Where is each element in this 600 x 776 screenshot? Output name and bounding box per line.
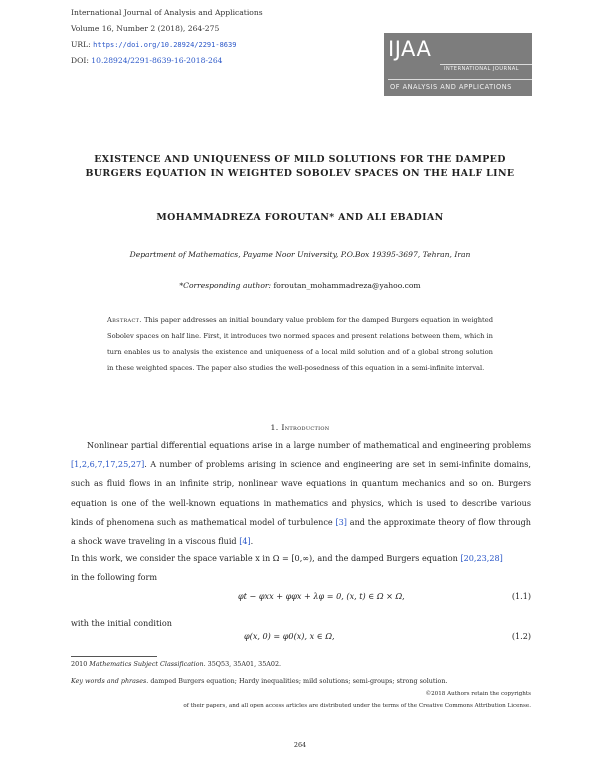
intro-paragraph-2	[71, 549, 531, 587]
corresponding-email[interactable]: foroutan_mohammadreza@yahoo.com	[273, 281, 421, 290]
equation-number-1-1: (1.1)	[511, 591, 531, 601]
keywords-text: damped Burgers equation; Hardy inequalities; mild solutions; semi-groups; strong solution.	[148, 677, 448, 685]
equation-1-2: φ(x, 0) = φ0(x), x ∈ Ω,	[244, 631, 335, 641]
intro-paragraph-1	[71, 436, 531, 551]
corresponding-label: *Corresponding author:	[179, 281, 272, 290]
logo-line2: OF ANALYSIS AND APPLICATIONS	[390, 83, 512, 91]
citation-link[interactable]: [1,2,6,7,17,25,27]	[71, 459, 145, 470]
url-label: URL:	[71, 40, 94, 49]
doi-label: DOI:	[71, 56, 92, 65]
journal-header	[71, 5, 263, 69]
logo-mark: IJAA	[388, 37, 432, 61]
footnote-rule	[71, 656, 157, 657]
equation-number-1-2: (1.2)	[511, 631, 531, 641]
keywords-footnote	[71, 677, 448, 685]
url-link[interactable]: https://doi.org/10.28924/2291-8639	[93, 41, 237, 49]
page-number: 264	[293, 741, 307, 749]
paper-title	[60, 153, 540, 181]
journal-name: International Journal of Analysis and Applications	[71, 8, 263, 17]
journal-url-row	[71, 37, 263, 53]
authors: MOHAMMADREZA FOROUTAN* AND ALI EBADIAN	[156, 212, 444, 223]
p2-text-a: In this work, we consider the space variable x in Ω = [0,∞), and the damped Burgers equation	[71, 553, 461, 563]
p1-text-a: Nonlinear partial differential equations arise in a large number of mathematical and engineering problems	[87, 440, 531, 450]
keywords-label: Key words and phrases.	[71, 677, 149, 685]
msc-label: Mathematics Subject Classification.	[89, 660, 206, 668]
msc-prefix: 2010	[71, 660, 90, 668]
msc-codes: 35Q53, 35A01, 35A02.	[205, 660, 282, 668]
abstract	[107, 312, 493, 376]
journal-doi-row	[71, 53, 263, 69]
logo-divider-bottom	[388, 79, 532, 80]
section-heading: 1. Introduction	[270, 423, 330, 432]
affiliation: Department of Mathematics, Payame Noor University, P.O.Box 19395-3697, Tehran, Iran	[129, 250, 471, 259]
journal-logo	[384, 33, 532, 96]
journal-volume: Volume 16, Number 2 (2018), 264-275	[71, 24, 220, 33]
logo-line1: INTERNATIONAL JOURNAL	[444, 66, 519, 72]
copyright-line-1: ©2018 Authors retain the copyrights	[425, 691, 531, 697]
abstract-text: This paper addresses an initial boundary value problem for the damped Burgers equation in weighted Sobolev spaces on half line. First, it introduces two normed spaces and present relations between them, which in turn enables us to analysis the existence and uniqueness of a local mild solution and of a global strong solution in these weighted spaces. The paper also studies the well-posedness of this equation in a semi-infinite interval.	[107, 316, 493, 372]
citation-link[interactable]: [4]	[239, 536, 251, 547]
equation-1-1: φt − φxx + φφx + λφ = 0, (x, t) ∈ Ω × Ω,	[238, 591, 405, 601]
copyright-line-2: of their papers, and all open access articles are distributed under the terms of the Creative Commons Attribution License.	[183, 703, 531, 709]
logo-divider-top	[440, 64, 532, 65]
p1-text-c: and the approximate theory of flow through a shock wave traveling in a viscous fluid	[71, 516, 532, 547]
title-line-1: EXISTENCE AND UNIQUENESS OF MILD SOLUTIONS FOR THE DAMPED	[94, 154, 506, 165]
abstract-label: Abstract.	[107, 316, 142, 324]
p1-text-d: .	[250, 536, 254, 547]
initial-condition-text: with the initial condition	[71, 618, 172, 628]
citation-link[interactable]: [3]	[335, 516, 347, 527]
title-line-2: BURGERS EQUATION IN WEIGHTED SOBOLEV SPACES ON THE HALF LINE	[85, 168, 515, 179]
p1-text-b: . A number of problems arising in science and engineering are set in semi-infinite domains, such as fluid flows in an infinite strip, nonlinear wave equations in quantum mechanics and so on. Burgers equation is one of the well-known equations in mathematics and physics, which is used to describe various kinds of phenomena such as mathematical model of turbulence	[71, 459, 531, 527]
corresponding-author	[60, 281, 540, 290]
citation-link[interactable]: [20,23,28]	[460, 553, 503, 563]
doi-link[interactable]: 10.28924/2291-8639-16-2018-264	[91, 56, 223, 65]
msc-footnote	[71, 660, 281, 668]
p2-text-b: in the following form	[71, 572, 158, 583]
